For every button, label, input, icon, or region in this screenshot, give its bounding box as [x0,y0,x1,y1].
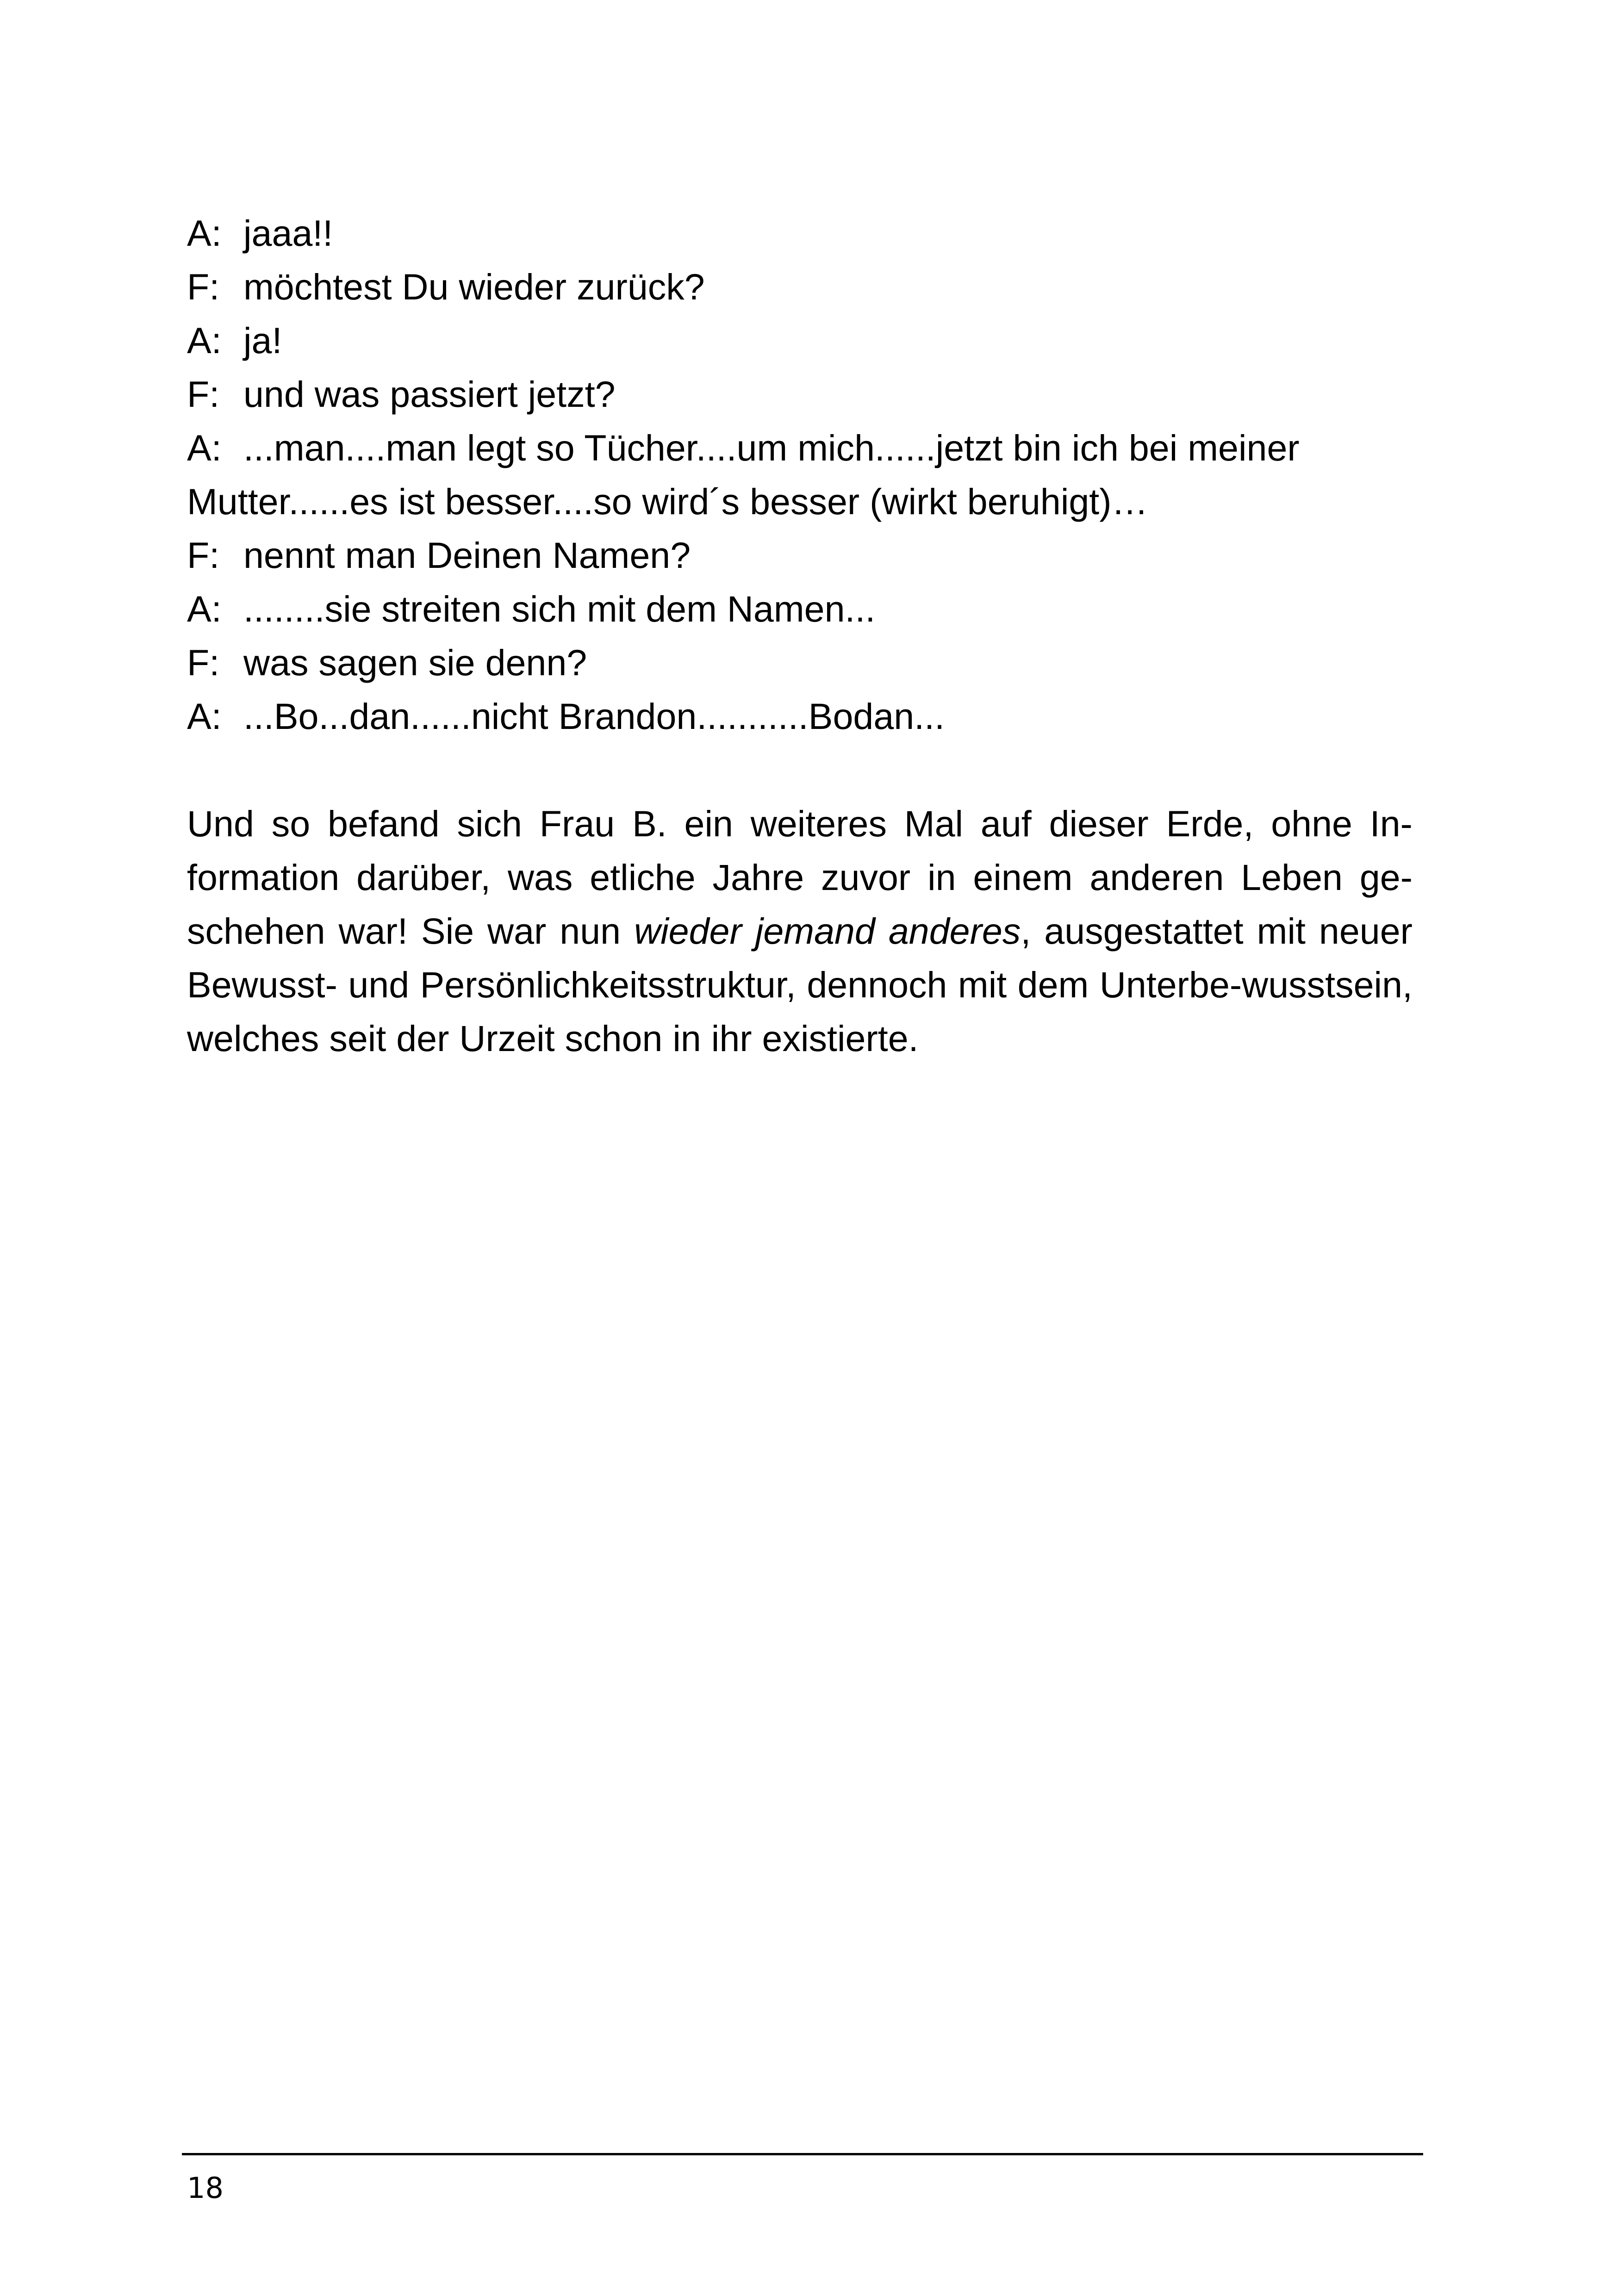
speaker-label: A: [187,427,222,468]
page-number: 18 [187,2171,224,2205]
dialogue-line [187,314,1413,367]
speaker-label: A: [187,320,222,361]
dialogue-line [187,690,1413,743]
dialogue-line [187,367,1413,421]
dialogue-line [187,421,1413,475]
speaker-label: A: [187,588,222,629]
speaker-label: F: [187,266,220,307]
narrative-text: , ausgestattet mit neuer Bewusst- und Persönlichkeitsstruktur, dennoch mit dem Unterbe-wusstsein, welches seit der Urzeit schon in ihr existierte. [187,910,1413,1059]
paragraph-spacer [187,743,1413,797]
narrative-emphasis: wieder jemand anderes [634,910,1021,952]
speaker-label: A: [187,696,222,737]
speaker-label: A: [187,212,222,254]
footer-divider [182,2153,1423,2155]
speaker-label: F: [187,642,220,683]
dialogue-text: Mutter......es ist besser....so wird´s besser (wirkt beruhigt)… [187,481,1148,522]
dialogue-line [187,260,1413,314]
dialogue-text: ........sie streiten sich mit dem Namen... [243,588,876,629]
dialogue-text: nennt man Deinen Namen? [243,535,691,576]
speaker-label: F: [187,535,220,576]
dialogue-line [187,582,1413,636]
dialogue-line-continuation [187,475,1413,529]
dialogue-text: und was passiert jetzt? [243,373,616,415]
narrative-text: Und so befand sich Frau B. ein weiteres Mal auf dieser Erde, ohne In-formation darüber, was etliche Jahre zuvor in einem anderen Leben ge-schehen war! Sie war nun [187,803,1413,952]
dialogue-text: ...Bo...dan......nicht Brandon...........Bodan... [243,696,945,737]
narrative-paragraph [187,797,1413,1065]
dialogue-line [187,636,1413,690]
dialogue-line [187,529,1413,582]
dialogue-text: ja! [243,320,282,361]
dialogue-transcript [187,206,1413,743]
speaker-label: F: [187,373,220,415]
dialogue-text: was sagen sie denn? [243,642,587,683]
page-body [187,206,1413,1065]
dialogue-text: jaaa!! [243,212,333,254]
dialogue-text: möchtest Du wieder zurück? [243,266,705,307]
dialogue-line [187,206,1413,260]
dialogue-text: ...man....man legt so Tücher....um mich......jetzt bin ich bei meiner [243,427,1300,468]
